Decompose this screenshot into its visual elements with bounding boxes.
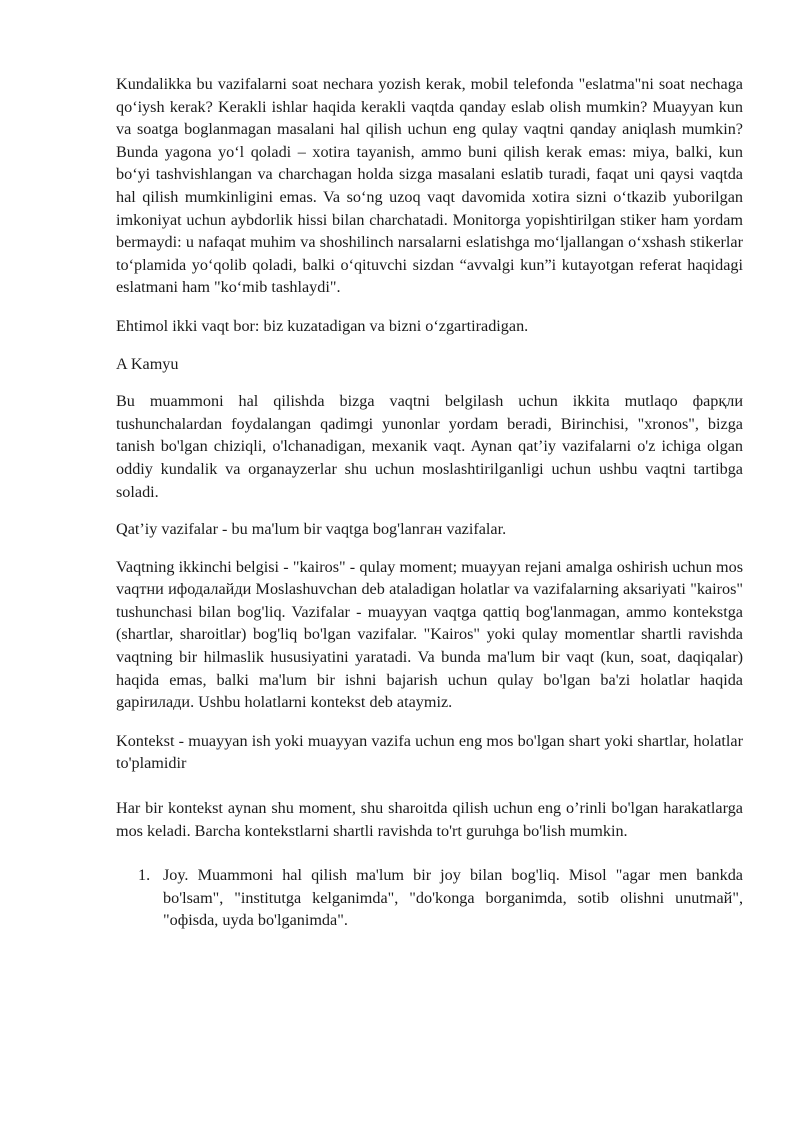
paragraph-strict-tasks-definition: Qat’iy vazifalar - bu ma'lum bir vaqtga bog'lanган vazifalar. (116, 520, 507, 539)
list-item-number: 1. (138, 866, 151, 885)
paragraph-epigraph: Ehtimol ikki vaqt bor: biz kuzatadigan va bizni o‘zgartiradigan. (116, 316, 529, 335)
paragraph-reminders: Kundalikka bu vazifalarni soat nechara yozish kerak, mobil telefonda "eslatma"ni soat nechaga qo‘iysh kerak? Kerakli ishlar haqida kerakli vaqtda qanday eslab olish mumkin? Muayyan kun va soatga boglanmagan masalani hal qilish uchun eng qulay vaqtni qanday aniqlash mumkin? Bunda yagona yo‘l qoladi – xotira tayanish, ammo buni qilish kerak emas: miya, balki, kun bo‘yi tashvishlangan va charchagan holda sizga masalani eslatib turadi, faqat uni qaysi vaqtda hal qilish mumkinligini emas. Va so‘ng uzoq vaqt davomida xotira sizni o‘tkazib yuborilgan imkoniyat uchun aybdorlik hissi bilan charchatadi. Monitorga yopishtirilgan stiker ham yordam bermaydi: u nafaqat muhim va shoshilinch narsalarni eslatishga mo‘ljallangan o‘xshash stikerlar to‘plamida yo‘qolib qoladi, balki o‘qituvchi sizdan “avvalgi kun”i kutayotgan referat haqidagi eslatmani ham "ko‘mib tashlaydi". (116, 75, 743, 297)
list-item-text: Joy. Muammoni hal qilish ma'lum bir joy bilan bog'liq. Misol "agar men bankda bo'lsam", "institutga kelganimda", "do'konga borganimda, sotib olishni unutmай", "oфisda, uyda bo'lganimda". (163, 866, 743, 930)
paragraph-kairos: Vaqtning ikkinchi belgisi - "kairos" - qulay moment; muayyan rejani amalga oshirish uchun mos vaqтни ифодалайди Moslashuvchan deb ataladigan holatlar va vazifalarning aksariyati "kairos" tushunchasi bilan bog'liq. Vazifalar - muayyan vaqtga qattiq bog'lanmagan, ammo kontekstga (shartlar, sharoitlar) bog'liq bo'lgan vazifalar. "Kairos" yoki qulay momentlar shartli ravishda vaqtning bir hilmaslik hususiyatini yaratadi. Va bunda ma'lum bir vaqt (kun, soat, daqiqalar) haqida emas, balki ma'lum bir ishni bajarish uchun qulay bo'lgan ba'zi holatlar haqida gapirилади. Ushbu holatlarni kontekst deb ataymiz. (116, 557, 743, 712)
list-item (116, 864, 743, 932)
paragraph-epigraph-author: A Kamyu (116, 354, 179, 373)
paragraph-chronos: Bu muammoni hal qilishda bizga vaqtni belgilash uchun ikkita mutlaqo фарқли tushunchalardan foydalangan qadimgi yunonlar yordam beradi, Birinchisi, "xronos", bizga tanish bo'lgan chiziqli, o'lchanadigan, mexanik vaqt. Aynan qat’iy vazifalarni o'z ichiga olgan oddiy kundalik va organayzerlar shu uchun moslashtirilganligi uchun ushbu vaqtni tartibga soladi. (116, 392, 743, 501)
paragraph-context-definition: Kontekst - muayyan ish yoki muayyan vazifa uchun eng mos bo'lgan shart yoki shartlar, holatlar to'plamidir (116, 731, 743, 773)
context-list (116, 864, 743, 932)
paragraph-context-groups: Har bir kontekst aynan shu moment, shu sharoitda qilish uchun eng o’rinli bo'lgan harakatlarga mos keladi. Barcha kontekstlarni shartli ravishda to'rt guruhga bo'lish mumkin. (116, 799, 743, 840)
